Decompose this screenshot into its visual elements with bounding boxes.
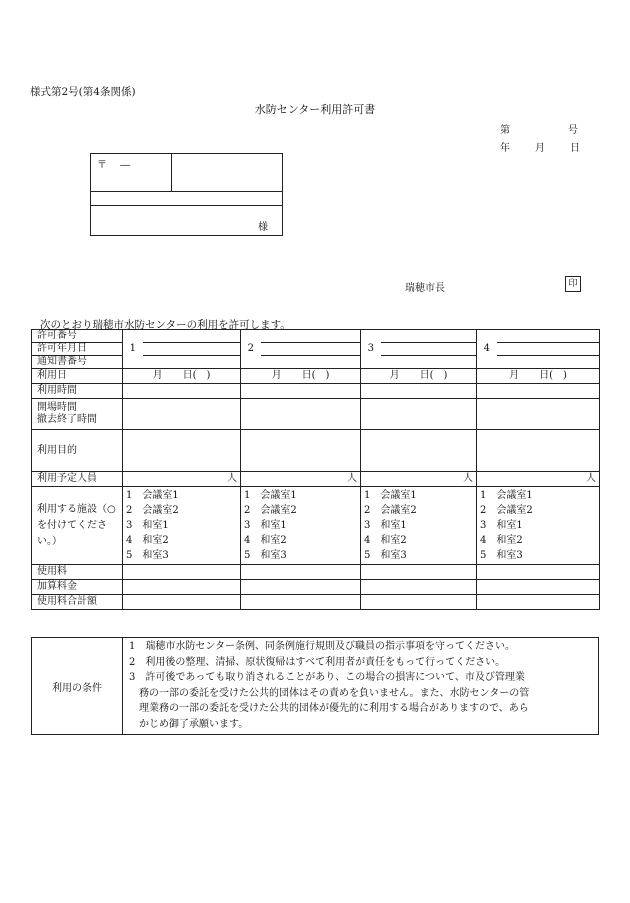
facility-list[interactable] <box>241 487 361 565</box>
extra-fee-cell[interactable] <box>123 580 241 595</box>
extra-fee-cell[interactable] <box>477 580 600 595</box>
facility-option[interactable]: 1 会議室1 <box>480 490 533 501</box>
column-number-1: 1 <box>123 330 143 369</box>
label-permit-date: 許可年月日 <box>32 343 122 356</box>
table-row-fee <box>32 565 600 580</box>
people-cell[interactable]: 人 <box>123 472 241 487</box>
purpose-cell[interactable] <box>241 430 361 472</box>
facility-option[interactable]: 4 和室2 <box>480 535 523 546</box>
table-row-header-block <box>32 330 600 369</box>
label-people: 利用予定人員 <box>32 472 123 487</box>
date-month: 月 <box>535 143 545 154</box>
date-year: 年 <box>500 143 510 154</box>
facility-option[interactable]: 1 会議室1 <box>364 490 417 501</box>
facility-option[interactable]: 2 会議室2 <box>126 505 179 516</box>
open-close-cell[interactable] <box>123 399 241 430</box>
label-use-time: 利用時間 <box>32 384 123 399</box>
fee-cell[interactable] <box>241 565 361 580</box>
label-total-fee: 使用料合計額 <box>32 595 123 610</box>
facility-option[interactable]: 4 和室2 <box>126 535 169 546</box>
people-cell[interactable]: 人 <box>477 472 600 487</box>
conditions-body <box>123 638 599 735</box>
use-date-cell[interactable]: 月 日( ) <box>361 369 477 384</box>
column-3-fields[interactable] <box>381 330 477 369</box>
fee-cell[interactable] <box>123 565 241 580</box>
label-extra-fee: 加算料金 <box>32 580 123 595</box>
column-number-2: 2 <box>241 330 261 369</box>
extra-fee-cell[interactable] <box>361 580 477 595</box>
label-notice-no: 通知書番号 <box>37 356 87 367</box>
facility-option[interactable]: 5 和室3 <box>244 550 287 561</box>
column-number-3: 3 <box>361 330 381 369</box>
facility-option[interactable]: 1 会議室1 <box>126 490 179 501</box>
open-close-cell[interactable] <box>361 399 477 430</box>
condition-item-3-cont: 理業務の一部の委託を受けた公共的団体が優先的に利用する場合がありますので、あら <box>139 703 529 714</box>
form-number: 様式第2号(第4条関係) <box>30 86 136 98</box>
fee-cell[interactable] <box>477 565 600 580</box>
date-day: 日 <box>570 143 580 154</box>
table-row-extra-fee <box>32 580 600 595</box>
total-fee-cell[interactable] <box>241 595 361 610</box>
facility-option[interactable]: 3 和室1 <box>244 520 287 531</box>
table-row-open-close <box>32 399 600 430</box>
table-row-total-fee <box>32 595 600 610</box>
purpose-cell[interactable] <box>361 430 477 472</box>
use-date-cell[interactable]: 月 日( ) <box>123 369 241 384</box>
facility-option[interactable]: 2 会議室2 <box>480 505 533 516</box>
extra-fee-cell[interactable] <box>241 580 361 595</box>
fee-cell[interactable] <box>361 565 477 580</box>
seal-mark: 印 <box>565 276 581 292</box>
label-close-time: 撤去終了時間 <box>37 414 97 425</box>
condition-item-3: 3 許可後であっても取り消されることがあり、この場合の損害について、市及び管理業 <box>129 672 525 683</box>
number-suffix: 号 <box>568 125 578 136</box>
facility-option[interactable]: 5 和室3 <box>364 550 407 561</box>
condition-item-2: 2 利用後の整理、清掃、原状復帰はすべて利用者が責任をもって行ってください。 <box>129 656 506 668</box>
use-date-cell[interactable]: 月 日( ) <box>477 369 600 384</box>
facility-list[interactable] <box>477 487 600 565</box>
table-row-use-date <box>32 369 600 384</box>
condition-item-1: 1 瑞穂市水防センター条例、同条例施行規則及び職員の指示事項を守ってください。 <box>129 641 515 652</box>
table-row-people <box>32 472 600 487</box>
recipient-address-box <box>90 153 283 236</box>
number-prefix: 第 <box>500 125 510 136</box>
table-row-use-time <box>32 384 600 399</box>
people-cell[interactable]: 人 <box>361 472 477 487</box>
use-time-cell[interactable] <box>477 384 600 399</box>
people-cell[interactable]: 人 <box>241 472 361 487</box>
column-4-fields[interactable] <box>497 330 600 369</box>
facility-option[interactable]: 1 会議室1 <box>244 490 297 501</box>
facility-option[interactable]: 3 和室1 <box>364 520 407 531</box>
conditions-table <box>31 637 599 735</box>
label-use-date: 利用日 <box>32 369 123 384</box>
document-title: 水防センター利用許可書 <box>254 103 376 116</box>
facility-option[interactable]: 2 会議室2 <box>244 505 297 516</box>
label-open-close <box>32 399 123 430</box>
address-line-divider <box>91 205 282 206</box>
condition-item-3-cont: 務の一部の委託を受けた公共的団体はその責めを負いません。また、水防センターの管 <box>139 687 530 699</box>
use-time-cell[interactable] <box>361 384 477 399</box>
facility-option[interactable]: 3 和室1 <box>480 520 523 531</box>
facility-option[interactable]: 5 和室3 <box>126 550 169 561</box>
column-number-4: 4 <box>477 330 497 369</box>
permit-table <box>31 329 600 610</box>
facility-option[interactable]: 2 会議室2 <box>364 505 417 516</box>
column-2-fields[interactable] <box>261 330 361 369</box>
open-close-cell[interactable] <box>241 399 361 430</box>
use-date-cell[interactable]: 月 日( ) <box>241 369 361 384</box>
open-close-cell[interactable] <box>477 399 600 430</box>
use-time-cell[interactable] <box>241 384 361 399</box>
total-fee-cell[interactable] <box>477 595 600 610</box>
postal-code-field[interactable]: 〒 ― <box>91 154 172 191</box>
facility-list[interactable] <box>361 487 477 565</box>
label-open-time: 開場時間 <box>37 402 77 413</box>
intro-sentence: 次のとおり瑞穂市水防センターの利用を許可します。 <box>40 319 291 331</box>
issuer-mayor: 瑞穂市長 <box>405 283 445 294</box>
total-fee-cell[interactable] <box>361 595 477 610</box>
facility-option[interactable]: 4 和室2 <box>244 535 287 546</box>
label-cell-group <box>32 330 123 369</box>
label-facility: 利用する施設（○を付けてください。） <box>32 487 123 565</box>
facility-list[interactable] <box>123 487 241 565</box>
label-permit-no: 許可番号 <box>32 330 122 343</box>
address-line-divider <box>91 191 282 192</box>
honorific-sama: 様 <box>258 222 268 233</box>
total-fee-cell[interactable] <box>123 595 241 610</box>
facility-option[interactable]: 4 和室2 <box>364 535 407 546</box>
table-row-facility <box>32 487 600 565</box>
purpose-cell[interactable] <box>477 430 600 472</box>
purpose-cell[interactable] <box>123 430 241 472</box>
facility-option[interactable]: 3 和室1 <box>126 520 169 531</box>
label-fee: 使用料 <box>32 565 123 580</box>
conditions-label: 利用の条件 <box>32 638 123 735</box>
use-time-cell[interactable] <box>123 384 241 399</box>
label-purpose: 利用目的 <box>32 430 123 472</box>
column-1-fields[interactable] <box>143 330 241 369</box>
condition-item-3-cont: かじめ御了承願います。 <box>139 718 249 730</box>
table-row-purpose <box>32 430 600 472</box>
facility-option[interactable]: 5 和室3 <box>480 550 523 561</box>
